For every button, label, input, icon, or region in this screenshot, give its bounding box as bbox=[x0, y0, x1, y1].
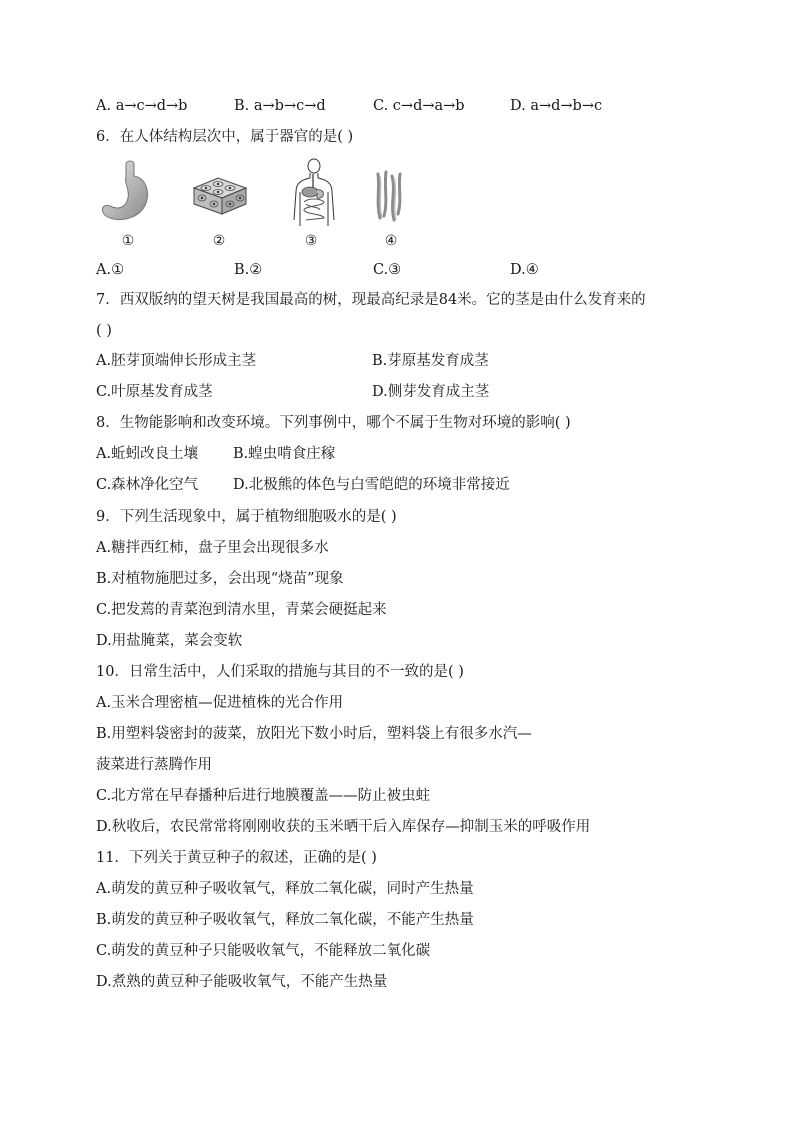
q11-option-a: A.萌发的黄豆种子吸收氧气，释放二氧化碳，同时产生热量 bbox=[96, 881, 474, 897]
stomach-icon bbox=[96, 158, 160, 228]
q6-figure-label-3: ③ bbox=[304, 233, 318, 249]
q7-option-c: C.叶原基发育成茎 bbox=[96, 384, 213, 400]
q7-stem-line2: ( ) bbox=[96, 323, 112, 339]
q9-option-c: C.把发蔫的青菜泡到清水里，青菜会硬挺起来 bbox=[96, 602, 387, 618]
q10-option-b-line1: B.用塑料袋密封的菠菜，放阳光下数小时后，塑料袋上有很多水汽— bbox=[96, 726, 532, 742]
q8-option-a: A.蚯蚓改良土壤 bbox=[96, 446, 199, 462]
q11-option-c: C.萌发的黄豆种子只能吸收氧气，不能释放二氧化碳 bbox=[96, 943, 431, 959]
q10-option-c: C.北方常在早春播种后进行地膜覆盖——防止被虫蛀 bbox=[96, 788, 431, 804]
q5-option-b: B. a→b→c→d bbox=[234, 98, 326, 114]
muscle-fibers-icon bbox=[370, 158, 434, 228]
q11-option-b: B.萌发的黄豆种子吸收氧气，释放二氧化碳，不能产生热量 bbox=[96, 912, 474, 928]
q6-option-d: D.④ bbox=[510, 262, 539, 278]
q8-option-b: B.蝗虫啃食庄稼 bbox=[233, 446, 336, 462]
q8-stem: 8．生物能影响和改变环境。下列事例中，哪个不属于生物对环境的影响( ) bbox=[96, 415, 571, 431]
q5-option-a: A. a→c→d→b bbox=[96, 98, 188, 114]
q6-figure-label-1: ① bbox=[121, 233, 135, 249]
q10-option-b-line2: 菠菜进行蒸腾作用 bbox=[96, 757, 212, 773]
q9-option-a: A.糖拌西红柿，盘子里会出现很多水 bbox=[96, 540, 329, 556]
q6-figure-label-2: ② bbox=[212, 233, 226, 249]
q6-stem: 6．在人体结构层次中，属于器官的是( ) bbox=[96, 129, 354, 145]
q7-stem-line1: 7．西双版纳的望天树是我国最高的树，现最高纪录是84米。它的茎是由什么发育来的 bbox=[96, 292, 646, 308]
human-torso-organs-icon bbox=[282, 158, 346, 228]
q8-option-c: C.森林净化空气 bbox=[96, 477, 199, 493]
q11-option-d: D.煮熟的黄豆种子能吸收氧气，不能产生热量 bbox=[96, 974, 388, 990]
q9-option-b: B.对植物施肥过多，会出现“烧苗”现象 bbox=[96, 571, 344, 587]
q8-option-d: D.北极熊的体色与白雪皑皑的环境非常接近 bbox=[233, 477, 510, 493]
q7-option-b: B.芽原基发育成茎 bbox=[372, 353, 489, 369]
q9-stem: 9．下列生活现象中，属于植物细胞吸水的是( ) bbox=[96, 509, 397, 525]
q9-option-d: D.用盐腌菜，菜会变软 bbox=[96, 633, 243, 649]
q7-option-d: D.侧芽发育成主茎 bbox=[372, 384, 490, 400]
q5-option-c: C. c→d→a→b bbox=[373, 98, 465, 114]
q11-stem: 11．下列关于黄豆种子的叙述，正确的是( ) bbox=[96, 850, 377, 866]
q10-option-d: D.秋收后，农民常常将刚刚收获的玉米晒干后入库保存—抑制玉米的呼吸作用 bbox=[96, 819, 591, 835]
q7-option-a: A.胚芽顶端伸长形成主茎 bbox=[96, 353, 257, 369]
q6-option-b: B.② bbox=[234, 262, 263, 278]
tissue-block-icon bbox=[188, 158, 252, 228]
q10-option-a: A.玉米合理密植—促进植株的光合作用 bbox=[96, 695, 344, 711]
q6-figure-label-4: ④ bbox=[384, 233, 398, 249]
q6-option-a: A.① bbox=[96, 262, 125, 278]
q5-option-d: D. a→d→b→c bbox=[510, 98, 603, 114]
q10-stem: 10．日常生活中，人们采取的措施与其目的不一致的是( ) bbox=[96, 664, 464, 680]
q6-option-c: C.③ bbox=[373, 262, 402, 278]
